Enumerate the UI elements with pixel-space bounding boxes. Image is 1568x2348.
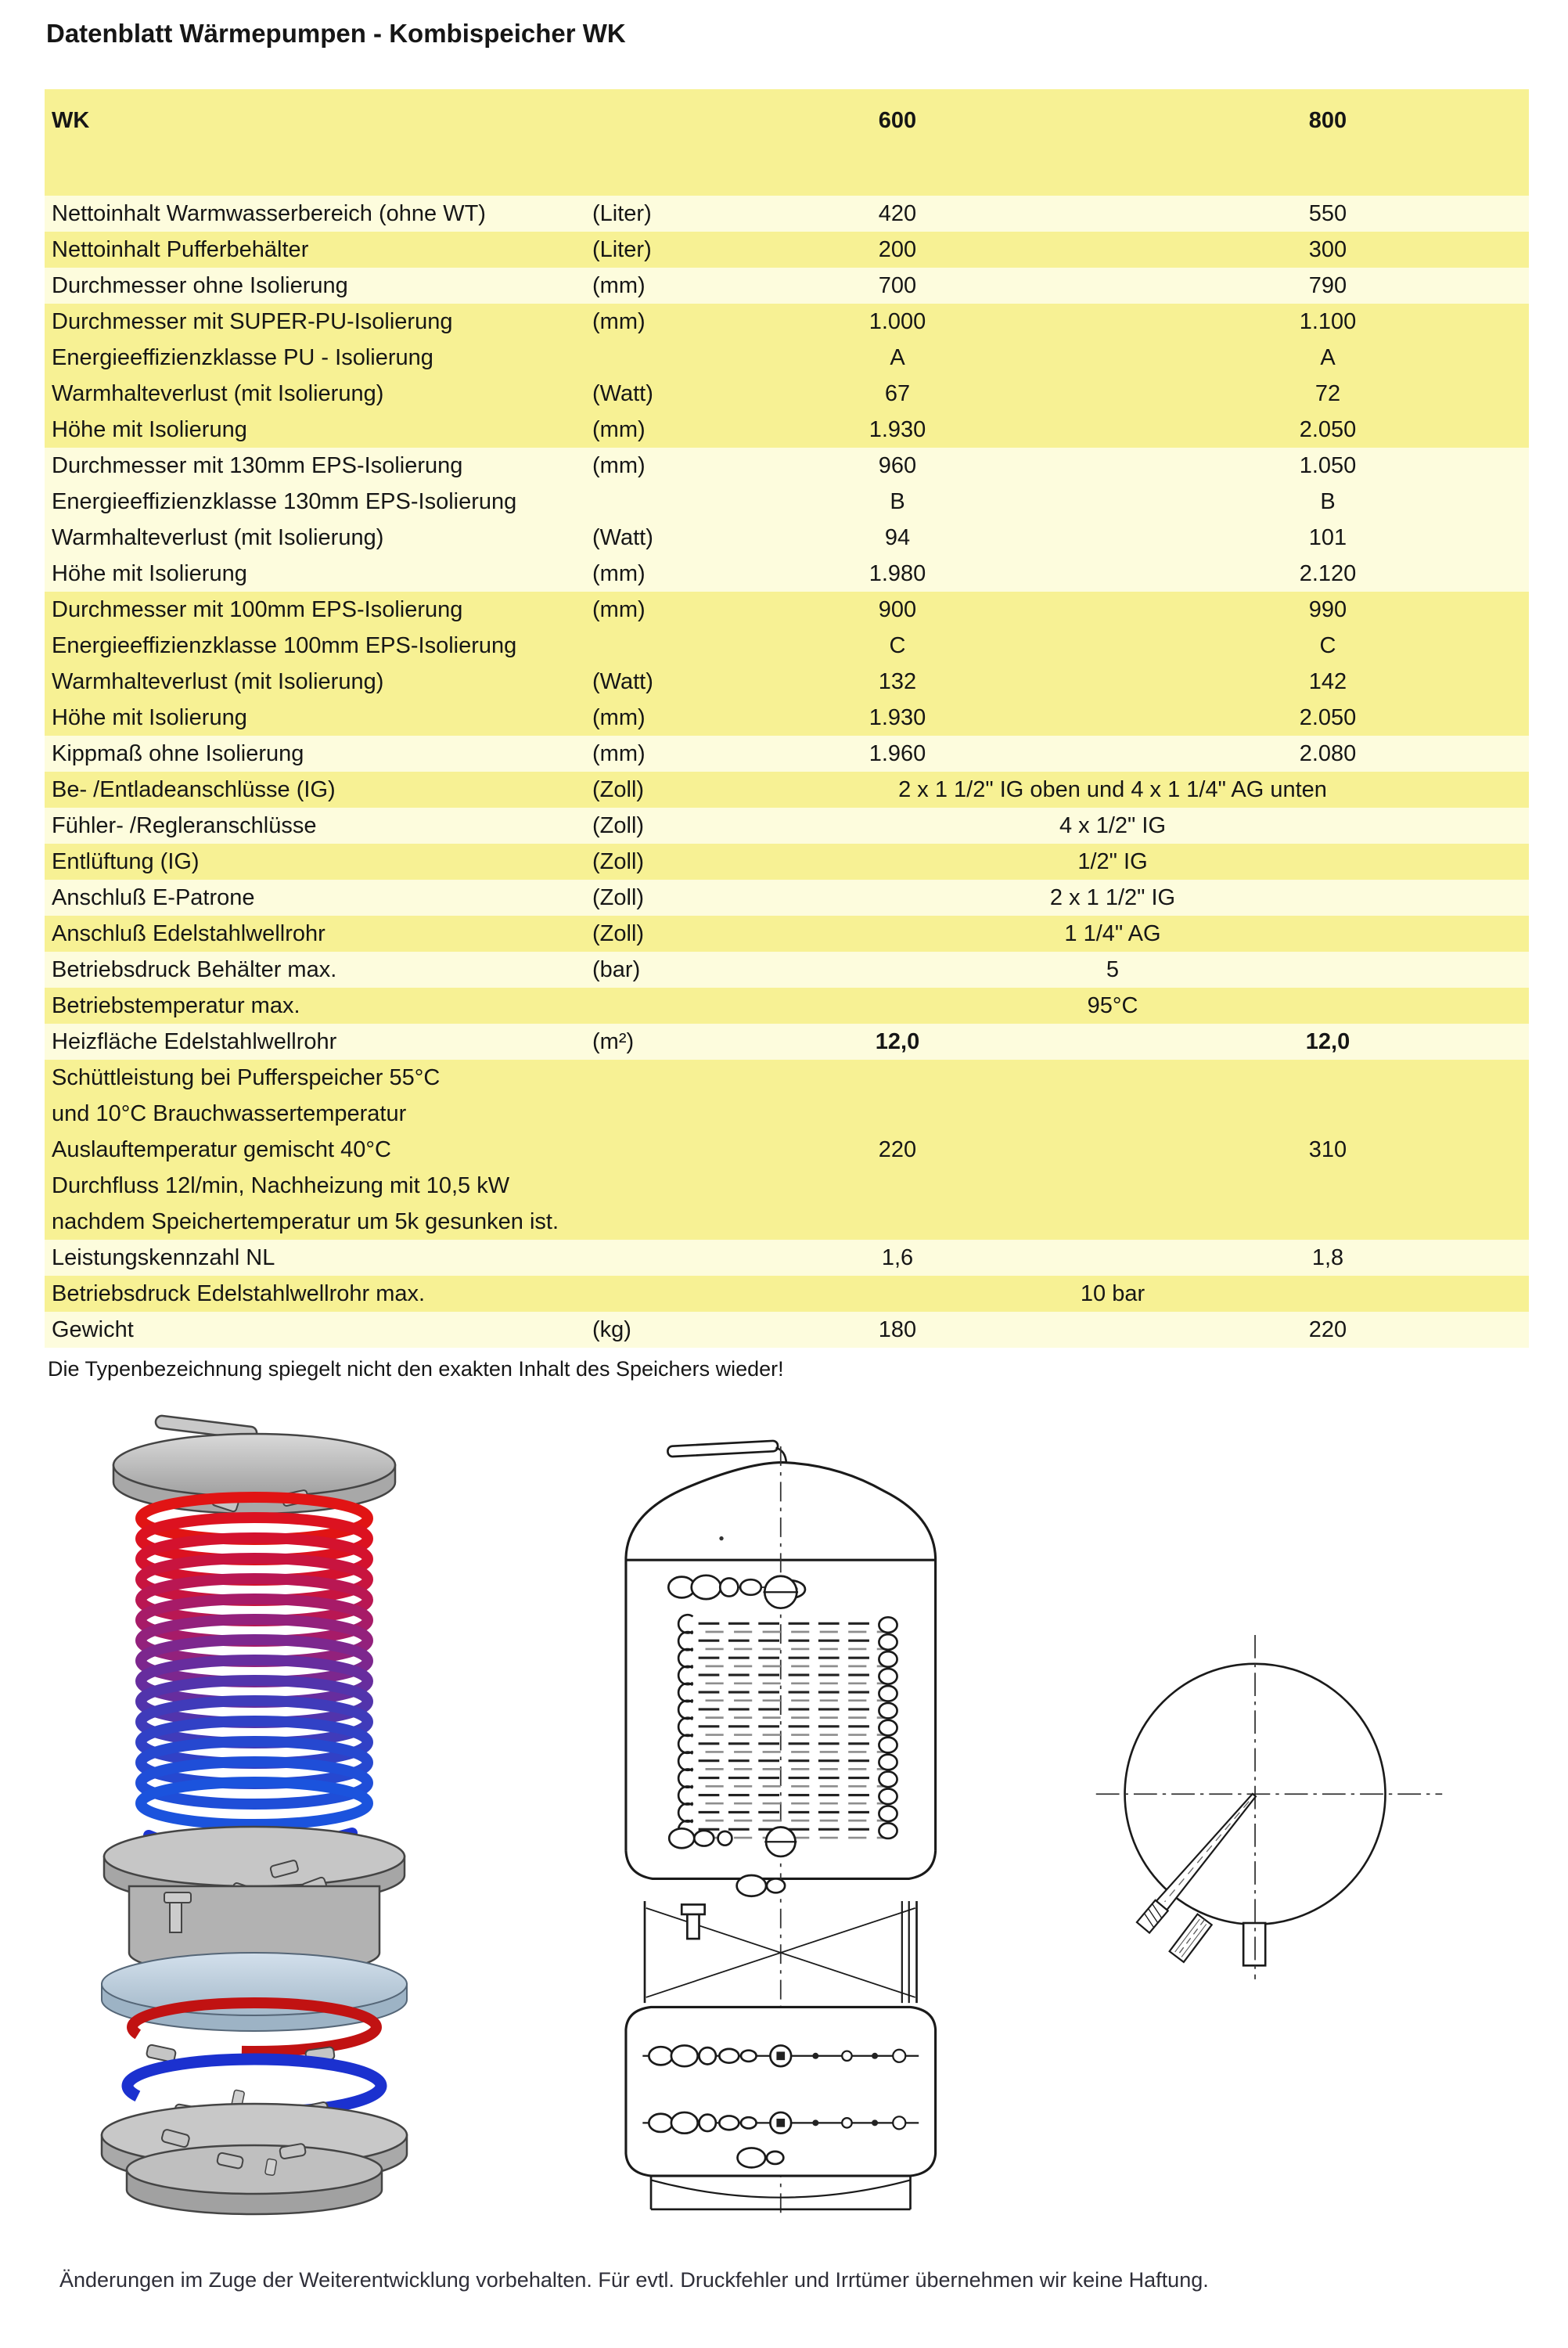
row-label: Be- /Entladeanschlüsse (IG) xyxy=(52,776,336,802)
coil-rings xyxy=(141,1497,368,1824)
row-unit: (mm) xyxy=(592,452,646,478)
row-label: Durchmesser ohne Isolierung xyxy=(52,272,348,298)
top-view-drawing xyxy=(1089,1628,1449,2002)
internal-coil-dashes xyxy=(678,1615,897,1838)
row-value-600: 200 xyxy=(878,236,917,262)
row-label: Kippmaß ohne Isolierung xyxy=(52,740,304,766)
row-unit: (Liter) xyxy=(592,200,652,226)
row-label: Durchmesser mit 130mm EPS-Isolierung xyxy=(52,452,463,478)
row-value-800: B xyxy=(1320,488,1336,514)
row-label: Höhe mit Isolierung xyxy=(52,560,247,586)
row-value-800: 990 xyxy=(1308,596,1347,622)
weld-dot xyxy=(719,1536,723,1540)
row-value-800: 1,8 xyxy=(1311,1244,1344,1270)
row-value-600: 700 xyxy=(878,272,917,298)
row-unit: (Zoll) xyxy=(592,884,645,910)
row-value-800: 101 xyxy=(1308,524,1347,550)
row-label: Durchmesser mit 100mm EPS-Isolierung xyxy=(52,596,463,622)
row-value-800: 72 xyxy=(1314,380,1341,406)
exploded-coil-figure xyxy=(74,1409,434,2223)
row-label: Betriebstemperatur max. xyxy=(52,992,300,1018)
table-row xyxy=(45,700,1529,736)
row-label: Anschluß E-Patrone xyxy=(52,884,255,910)
row-label: Warmhalteverlust (mit Isolierung) xyxy=(52,524,384,550)
table-row xyxy=(45,736,1529,772)
row-value-600: 1,6 xyxy=(881,1244,914,1270)
table-row xyxy=(45,376,1529,412)
row-value-800: 790 xyxy=(1308,272,1347,298)
row-label: Höhe mit Isolierung xyxy=(52,704,247,730)
table-row xyxy=(45,412,1529,448)
table-header-row xyxy=(45,89,1529,196)
row-value-600: 94 xyxy=(884,524,911,550)
row-label: Durchmesser mit SUPER-PU-Isolierung xyxy=(52,308,453,334)
row-label: Gewicht xyxy=(52,1316,134,1342)
row-value-600: A xyxy=(890,344,905,370)
row-unit: (Zoll) xyxy=(592,776,645,802)
coil-top-port xyxy=(763,1576,798,1608)
coil-bottom-port xyxy=(669,1828,797,1856)
spec-table xyxy=(45,89,1529,1348)
row-value-span: 1 1/4" AG xyxy=(1064,920,1161,946)
upper-double-port xyxy=(737,1875,785,1896)
row-value-800: 550 xyxy=(1308,200,1347,226)
row-label: Warmhalteverlust (mit Isolierung) xyxy=(52,380,384,406)
row-label: Energieeffizienzklasse 130mm EPS-Isolierung xyxy=(52,488,517,514)
row-label: Warmhalteverlust (mit Isolierung) xyxy=(52,668,384,694)
row-value-800: C xyxy=(1319,632,1336,658)
table-row xyxy=(45,1024,1529,1060)
row-value-span: 4 x 1/2" IG xyxy=(1059,812,1167,838)
row-value-600: 1.930 xyxy=(869,704,926,730)
table-row xyxy=(45,916,1529,952)
table-row xyxy=(45,844,1529,880)
row-value-800: 2.050 xyxy=(1299,704,1357,730)
row-unit: (mm) xyxy=(592,272,646,298)
row-value-800: 142 xyxy=(1308,668,1347,694)
row-value-600: 180 xyxy=(878,1316,917,1342)
row-label-line: Schüttleistung bei Pufferspeicher 55°C xyxy=(52,1065,441,1090)
header-model: WK xyxy=(52,108,90,133)
table-row xyxy=(45,988,1529,1024)
row-unit: (bar) xyxy=(592,956,641,982)
row-label: Nettoinhalt Pufferbehälter xyxy=(52,236,309,262)
lower-double-port xyxy=(738,2148,784,2167)
table-row xyxy=(45,628,1529,664)
table-row xyxy=(45,772,1529,808)
table-row xyxy=(45,484,1529,520)
table-row xyxy=(45,340,1529,376)
row-value-600: 12,0 xyxy=(875,1028,920,1054)
row-label-line: und 10°C Brauchwassertemperatur xyxy=(52,1101,407,1126)
table-row xyxy=(45,196,1529,232)
row-value-span: 5 xyxy=(1106,956,1120,982)
row-value-600: B xyxy=(890,488,905,514)
row-value-span: 95°C xyxy=(1087,992,1138,1018)
row-value-800: 2.080 xyxy=(1299,740,1357,766)
row-unit: (mm) xyxy=(592,416,646,442)
row-label: Fühler- /Regleranschlüsse xyxy=(52,812,317,838)
row-value-600: C xyxy=(889,632,906,658)
row-value-600: 220 xyxy=(878,1136,917,1162)
disclaimer-footer: Änderungen im Zuge der Weiterentwicklung vorbehalten. Für evtl. Druckfehler und Irrtümer übernehmen wir keine Haftung. xyxy=(59,2268,1209,2292)
page-title: Datenblatt Wärmepumpen - Kombispeicher WK xyxy=(46,19,626,48)
row-value-600: 132 xyxy=(878,668,917,694)
table-row xyxy=(45,1312,1529,1348)
angled-stub-port xyxy=(1170,1914,1212,1962)
row-label: Anschluß Edelstahlwellrohr xyxy=(52,920,325,946)
row-unit: (Watt) xyxy=(592,668,653,694)
row-value-600: 900 xyxy=(878,596,917,622)
row-unit: (mm) xyxy=(592,740,646,766)
row-value-800: 1.050 xyxy=(1299,452,1357,478)
row-unit: (mm) xyxy=(592,560,646,586)
row-value-800: 220 xyxy=(1308,1316,1347,1342)
table-row xyxy=(45,268,1529,304)
row-label-line: Auslauftemperatur gemischt 40°C xyxy=(52,1137,391,1162)
row-unit: (kg) xyxy=(592,1316,631,1342)
row-label: Energieeffizienzklasse 100mm EPS-Isolierung xyxy=(52,632,517,658)
table-row xyxy=(45,520,1529,556)
table-row xyxy=(45,1240,1529,1276)
row-value-span: 1/2" IG xyxy=(1077,848,1148,874)
row-value-600: 1.930 xyxy=(869,416,926,442)
row-unit: (Zoll) xyxy=(592,848,645,874)
row-value-800: 12,0 xyxy=(1305,1028,1350,1054)
table-row xyxy=(45,304,1529,340)
row-value-800: 2.120 xyxy=(1299,560,1357,586)
lower-tank-outline xyxy=(626,2007,936,2176)
header-col-600: 600 xyxy=(878,108,917,133)
spec-table-body xyxy=(45,196,1529,1348)
row-unit: (mm) xyxy=(592,308,646,334)
row-label-line: nachdem Speichertemperatur um 5k gesunken ist. xyxy=(52,1209,559,1234)
table-row xyxy=(45,808,1529,844)
row-unit: (m²) xyxy=(592,1028,635,1054)
row-value-600: 1.000 xyxy=(869,308,926,334)
row-unit: (Liter) xyxy=(592,236,652,262)
row-value-600: 1.980 xyxy=(869,560,926,586)
table-row xyxy=(45,592,1529,628)
row-value-600: 67 xyxy=(884,380,911,406)
row-label: Entlüftung (IG) xyxy=(52,848,200,874)
row-value-800: 310 xyxy=(1308,1136,1347,1162)
table-row xyxy=(45,556,1529,592)
row-value-600: 1.960 xyxy=(869,740,926,766)
table-footnote: Die Typenbezeichnung spiegelt nicht den exakten Inhalt des Speichers wieder! xyxy=(48,1357,784,1381)
row-unit: (mm) xyxy=(592,704,646,730)
table-row xyxy=(45,1276,1529,1312)
row-unit: (Watt) xyxy=(592,380,653,406)
table-row xyxy=(45,880,1529,916)
row-value-800: 300 xyxy=(1308,236,1347,262)
row-unit: (mm) xyxy=(592,596,646,622)
table-row xyxy=(45,664,1529,700)
row-value-800: A xyxy=(1320,344,1336,370)
row-label: Nettoinhalt Warmwasserbereich (ohne WT) xyxy=(52,200,486,226)
table-row xyxy=(45,232,1529,268)
row-value-600: 420 xyxy=(878,200,917,226)
row-value-span: 2 x 1 1/2" IG xyxy=(1049,884,1176,910)
header-col-800: 800 xyxy=(1308,108,1347,133)
table-row xyxy=(45,952,1529,988)
base-discs xyxy=(102,2104,407,2214)
row-label-line: Durchfluss 12l/min, Nachheizung mit 10,5 kW xyxy=(52,1173,510,1198)
row-label: Heizfläche Edelstahlwellrohr xyxy=(52,1028,337,1054)
row-unit: (Zoll) xyxy=(592,812,645,838)
row-unit: (Watt) xyxy=(592,524,653,550)
row-label: Betriebsdruck Behälter max. xyxy=(52,956,337,982)
row-value-600: 960 xyxy=(878,452,917,478)
front-view-drawing xyxy=(606,1420,958,2222)
row-unit: (Zoll) xyxy=(592,920,645,946)
row-label: Betriebsdruck Edelstahlwellrohr max. xyxy=(52,1280,426,1306)
row-value-800: 2.050 xyxy=(1299,416,1357,442)
row-label: Energieeffizienzklasse PU - Isolierung xyxy=(52,344,433,370)
row-value-span: 10 bar xyxy=(1080,1280,1145,1306)
bottom-stub-port xyxy=(1243,1923,1265,1965)
row-label xyxy=(45,1060,592,1240)
table-row xyxy=(45,1060,1529,1240)
row-value-800: 1.100 xyxy=(1299,308,1357,334)
row-label: Höhe mit Isolierung xyxy=(52,416,247,442)
row-label: Leistungskennzahl NL xyxy=(52,1244,275,1270)
row-value-span: 2 x 1 1/2" IG oben und 4 x 1 1/4" AG unten xyxy=(898,776,1327,802)
table-row xyxy=(45,448,1529,484)
